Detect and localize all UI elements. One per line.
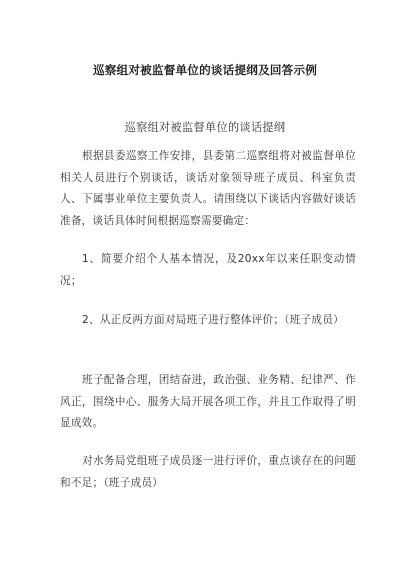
paragraph-item-1: 1、简要介绍个人基本情况，及20xx年以来任职变动情况； — [60, 253, 356, 287]
document-subtitle: 巡察组对被监督单位的谈话提纲 — [124, 121, 286, 134]
paragraph-evaluation: 对水务局党组班子成员逐一进行评价，重点谈存在的问题和不足；（班子成员） — [60, 455, 356, 489]
paragraph-intro: 根据县委巡察工作安排，县委第二巡察组将对被监督单位相关人员进行个别谈话，谈话对象领导班子成员、科室负责人、下属事业单位主要负责人。请围绕以下谈话内容做好谈话准备，谈话具体时间根据巡察需要确定： — [60, 150, 356, 227]
document-title: 巡察组对被监督单位的谈话提纲及回答示例 — [92, 63, 318, 77]
paragraph-answer: 班子配备合理，团结奋进，政治强、业务精、纪律严、作风正，围绕中心、服务大局开展各项工作，并且工作取得了明显成效。 — [60, 374, 356, 429]
paragraph-item-2: 2、从正反两方面对局班子进行整体评价；（班子成员） — [82, 314, 344, 326]
